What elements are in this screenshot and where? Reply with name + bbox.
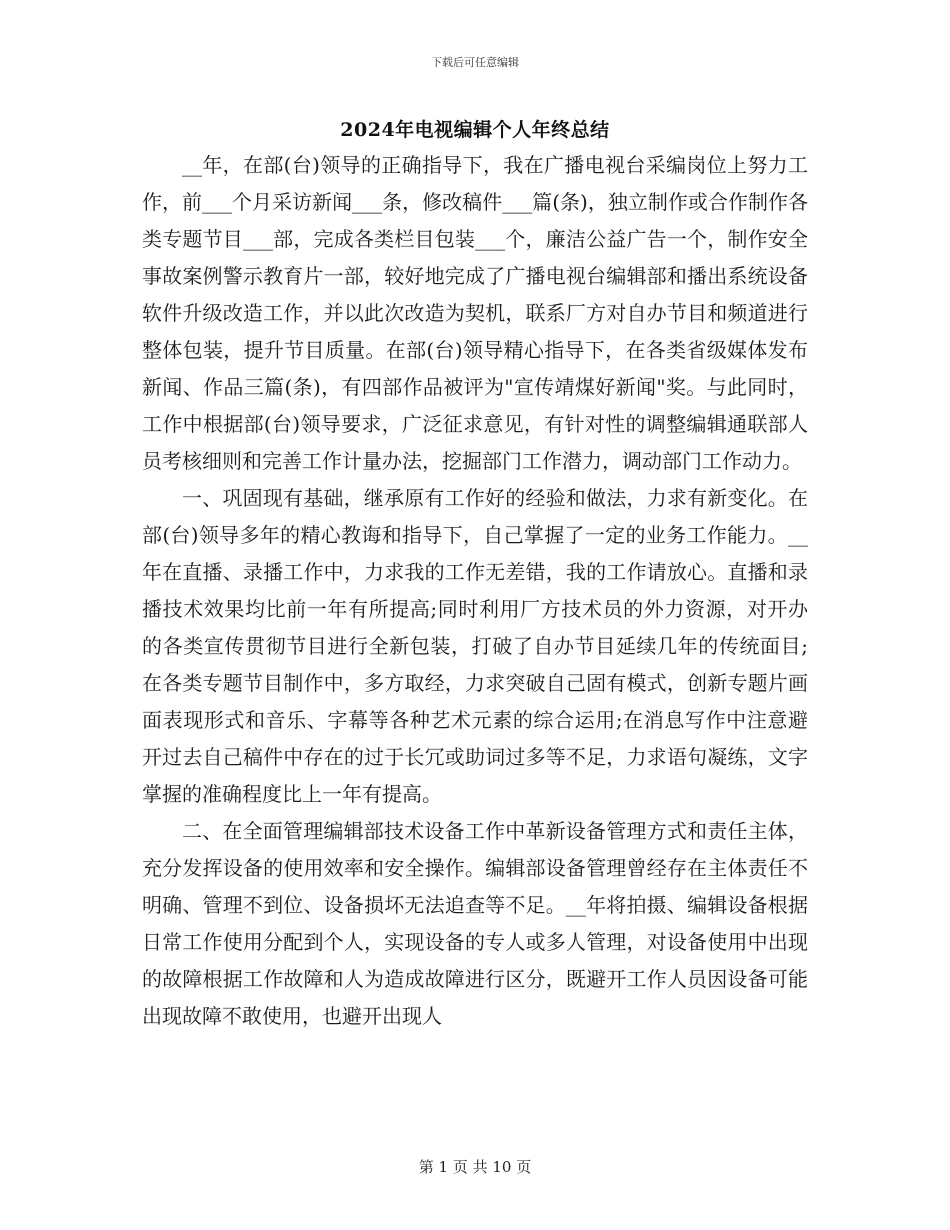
body-paragraph-intro: __年，在部(台)领导的正确指导下，我在广播电视台采编岗位上努力工作，前___个月采访新闻___条，修改稿件___篇(条)，独立制作或合作制作各类专题节目___部，完成各类栏目包装___个，廉洁公益广告一个，制作安全事故案例警示教育片一部，较好地完成了广播电视台编辑部和播出系统设备软件升级改造工作，并以此次改造为契机，联系厂方对自办节目和频道进行整体包装，提升节目质量。在部(台)领导精心指导下，在各类省级媒体发布新闻、作品三篇(条)，有四部作品被评为"宣传靖煤好新闻"奖。与此同时，工作中根据部(台)领导要求，广泛征求意见，有针对性的调整编辑通联部人员考核细则和完善工作计量办法，挖掘部门工作潜力，调动部门工作动力。 [142,153,808,473]
document-title: 2024年电视编辑个人年终总结 [340,119,610,141]
body-paragraph-section-two: 二、在全面管理编辑部技术设备工作中革新设备管理方式和责任主体，充分发挥设备的使用效率和安全操作。编辑部设备管理曾经存在主体责任不明确、管理不到位、设备损坏无法追查等不足。__年将拍摄、编辑设备根据日常工作使用分配到个人，实现设备的专人或多人管理，对设备使用中出现的故障根据工作故障和人为造成故障进行区分，既避开工作人员因设备可能出现故障不敢使用，也避开出现人 [142,819,808,1028]
page-number: 第 1 页 共 10 页 [418,1158,532,1176]
body-paragraph-section-one: 一、巩固现有基础，继承原有工作好的经验和做法，力求有新变化。在部(台)领导多年的精心教诲和指导下，自己掌握了一定的业务工作能力。__年在直播、录播工作中，力求我的工作无差错，我的工作请放心。直播和录播技术效果均比前一年有所提高;同时利用厂方技术员的外力资源，对开办的各类宣传贯彻节目进行全新包装，打破了自办节目延续几年的传统面目;在各类专题节目制作中，多方取经，力求突破自己固有模式，创新专题片画面表现形式和音乐、字幕等各种艺术元素的综合运用;在消息写作中注意避开过去自己稿件中存在的过于长冗或助词过多等不足，力求语句凝练，文字掌握的准确程度比上一年有提高。 [142,486,808,806]
download-note: 下载后可任意编辑 [431,56,519,69]
document-body [142,147,808,1035]
